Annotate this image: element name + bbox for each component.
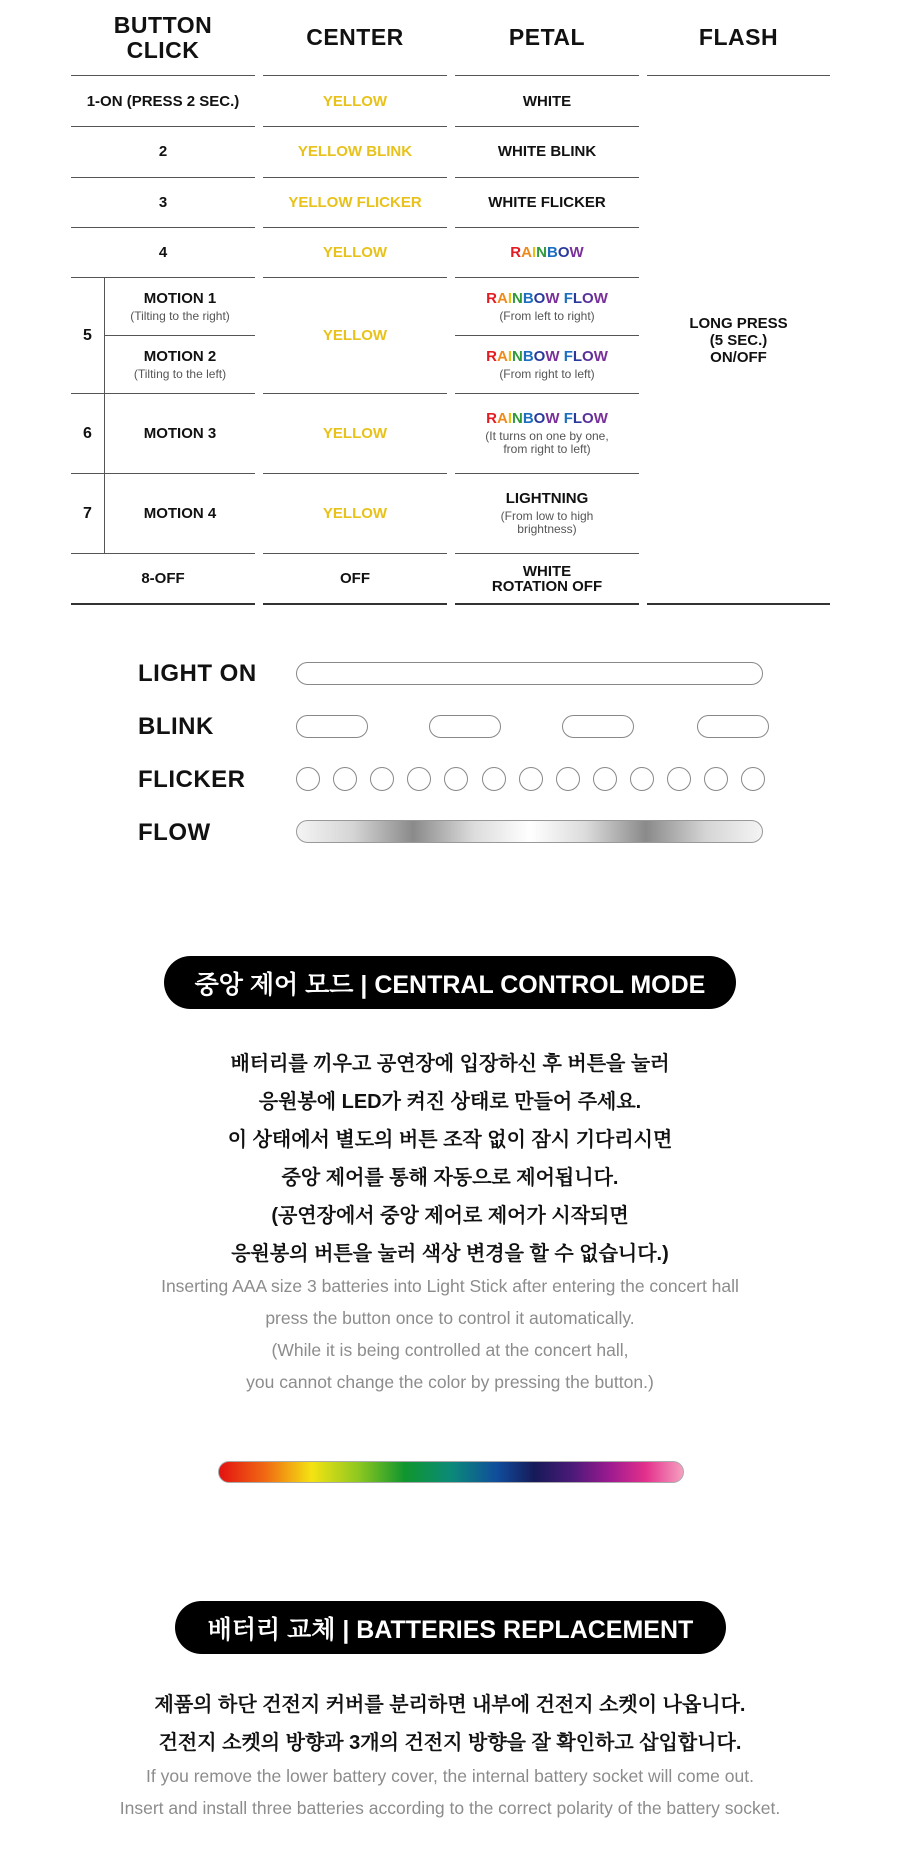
- row5-motion1-label: MOTION 1: [143, 289, 217, 307]
- flow-bar: [296, 820, 763, 843]
- row5-petal1: [455, 278, 639, 336]
- row2-petal-label: WHITE BLINK: [497, 143, 597, 160]
- blink-segment: [296, 715, 368, 738]
- flicker-dot: [482, 767, 506, 791]
- row7-petal: [455, 474, 639, 554]
- central-ko-line: 응원봉에 LED가 켜진 상태로 만들어 주세요.: [258, 1091, 642, 1113]
- header-button-click-label: BUTTON CLICK: [113, 11, 213, 63]
- battery-replacement-title: [175, 1601, 726, 1654]
- row7-motion: [105, 474, 255, 554]
- row5-number: [71, 278, 104, 394]
- central-ko-line: (공연장에서 중앙 제어로 제어가 시작되면: [271, 1205, 629, 1227]
- row5-petal2: [455, 336, 639, 394]
- row1-petal: [455, 77, 639, 127]
- row6-center-label: YELLOW: [322, 424, 388, 442]
- row6-number: [71, 394, 104, 474]
- row3-petal: [455, 178, 639, 228]
- row3-center-label: YELLOW FLICKER: [288, 193, 422, 211]
- row2-petal: [455, 127, 639, 178]
- flicker-dot: [407, 767, 431, 791]
- flicker-dot: [556, 767, 580, 791]
- row5-motion1: [105, 278, 255, 336]
- light-mode-table: [0, 0, 900, 620]
- row8-button: [71, 554, 255, 605]
- row5-petal1-label: RAINBOW FLOW: [486, 289, 608, 307]
- row5-petal2-label: RAINBOW FLOW: [486, 347, 608, 365]
- flicker-dot: [593, 767, 617, 791]
- flicker-dot: [667, 767, 691, 791]
- row6-number-label: 6: [83, 424, 92, 442]
- blink-segment: [429, 715, 501, 738]
- row5-center: [263, 278, 447, 394]
- header-petal-label: PETAL: [508, 24, 586, 50]
- row5-petal2-sub: (From right to left): [499, 366, 595, 381]
- central-ko-line: 응원봉의 버튼을 눌러 색상 변경을 할 수 없습니다.): [231, 1243, 669, 1265]
- header-flash: [647, 0, 830, 76]
- row1-button-label: 1-ON (PRESS 2 SEC.): [86, 92, 240, 110]
- battery-ko-line: 건전지 소켓의 방향과 3개의 건전지 방향을 잘 확인하고 삽입합니다.: [158, 1732, 742, 1754]
- flash-cell: [647, 77, 830, 605]
- central-en-line: Inserting AAA size 3 batteries into Light Stick after entering the concert hall: [161, 1276, 739, 1296]
- central-ko-line: 배터리를 끼우고 공연장에 입장하신 후 버튼을 눌러: [230, 1053, 670, 1075]
- flicker-dot: [296, 767, 320, 791]
- legend-flow-label: FLOW: [138, 819, 211, 846]
- central-ko-line: 이 상태에서 별도의 버튼 조작 없이 잠시 기다리시면: [227, 1129, 673, 1151]
- row6-petal: [455, 394, 639, 474]
- row4-center: [263, 228, 447, 278]
- row3-petal-label: WHITE FLICKER: [488, 193, 606, 211]
- color-spectrum-bar: [218, 1461, 684, 1483]
- flicker-dot: [704, 767, 728, 791]
- row5-center-label: YELLOW: [322, 326, 388, 344]
- header-center-label: CENTER: [306, 24, 404, 50]
- row3-button-label: 3: [158, 193, 168, 211]
- row7-center-label: YELLOW: [322, 504, 388, 522]
- row5-petal1-sub: (From left to right): [499, 308, 595, 323]
- flash-label: LONG PRESS (5 SEC.) ON/OFF: [689, 314, 788, 366]
- legend-blink-label: BLINK: [138, 713, 214, 740]
- row2-button-label: 2: [158, 143, 168, 160]
- row5-motion1-sub: (Tilting to the right): [130, 308, 230, 323]
- row7-petal-sub: (From low to high brightness): [500, 509, 594, 536]
- row7-motion-label: MOTION 4: [143, 504, 217, 522]
- battery-en-line: Insert and install three batteries according to the correct polarity of the battery socket.: [119, 1798, 781, 1818]
- battery-ko-line: 제품의 하단 건전지 커버를 분리하면 내부에 건전지 소켓이 나옵니다.: [154, 1694, 746, 1716]
- row5-motion2: [105, 336, 255, 394]
- flicker-dot: [333, 767, 357, 791]
- flicker-dot: [519, 767, 543, 791]
- row6-petal-sub: (It turns on one by one, from right to left): [485, 429, 609, 456]
- row6-motion-label: MOTION 3: [143, 424, 217, 442]
- row1-button: [71, 77, 255, 127]
- legend-flicker-label: FLICKER: [138, 766, 246, 793]
- battery-replacement-title-label: 배터리 교체 | BATTERIES REPLACEMENT: [207, 1615, 694, 1644]
- header-center: [263, 0, 447, 76]
- blink-segment: [697, 715, 769, 738]
- row2-center: [263, 127, 447, 178]
- row5-number-label: 5: [83, 326, 92, 344]
- row7-petal-label: LIGHTNING: [505, 490, 589, 507]
- flicker-dot: [741, 767, 765, 791]
- row8-center-label: OFF: [340, 569, 370, 587]
- row4-petal: [455, 228, 639, 278]
- row2-button: [71, 127, 255, 178]
- central-control-title: [164, 956, 736, 1009]
- row3-button: [71, 178, 255, 228]
- row8-petal-label: WHITE ROTATION OFF: [491, 562, 603, 595]
- flicker-dot: [630, 767, 654, 791]
- header-flash-label: FLASH: [698, 24, 779, 50]
- row5-motion2-label: MOTION 2: [143, 347, 217, 365]
- row8-button-label: 8-OFF: [141, 569, 185, 587]
- battery-en-line: If you remove the lower battery cover, the internal battery socket will come out.: [146, 1766, 754, 1786]
- row1-center: [263, 77, 447, 127]
- blink-segment: [562, 715, 634, 738]
- row1-center-label: YELLOW: [322, 92, 388, 110]
- header-petal: [455, 0, 639, 76]
- row1-petal-label: WHITE: [522, 92, 572, 110]
- flicker-dot: [444, 767, 468, 791]
- row4-center-label: YELLOW: [322, 243, 388, 261]
- row7-number-label: 7: [83, 504, 92, 522]
- header-button-click: [71, 0, 255, 76]
- row4-button: [71, 228, 255, 278]
- row4-petal-label: RAINBOW: [510, 243, 584, 261]
- legend-light-on-label: LIGHT ON: [138, 660, 257, 687]
- row8-petal: [455, 554, 639, 605]
- row2-center-label: YELLOW BLINK: [297, 143, 413, 160]
- row6-petal-label: RAINBOW FLOW: [486, 410, 608, 427]
- row4-button-label: 4: [158, 243, 168, 261]
- central-control-title-label: 중앙 제어 모드 | CENTRAL CONTROL MODE: [194, 970, 706, 999]
- central-en-line: you cannot change the color by pressing the button.): [246, 1372, 654, 1392]
- row3-center: [263, 178, 447, 228]
- row7-number: [71, 474, 104, 554]
- light-on-bar: [296, 662, 763, 685]
- row6-motion: [105, 394, 255, 474]
- row6-center: [263, 394, 447, 474]
- row5-motion2-sub: (Tilting to the left): [133, 366, 227, 381]
- flicker-dot: [370, 767, 394, 791]
- central-en-line: (While it is being controlled at the concert hall,: [271, 1340, 629, 1360]
- row8-center: [263, 554, 447, 605]
- central-ko-line: 중앙 제어를 통해 자동으로 제어됩니다.: [281, 1167, 619, 1189]
- row7-center: [263, 474, 447, 554]
- central-en-line: press the button once to control it automatically.: [265, 1308, 635, 1328]
